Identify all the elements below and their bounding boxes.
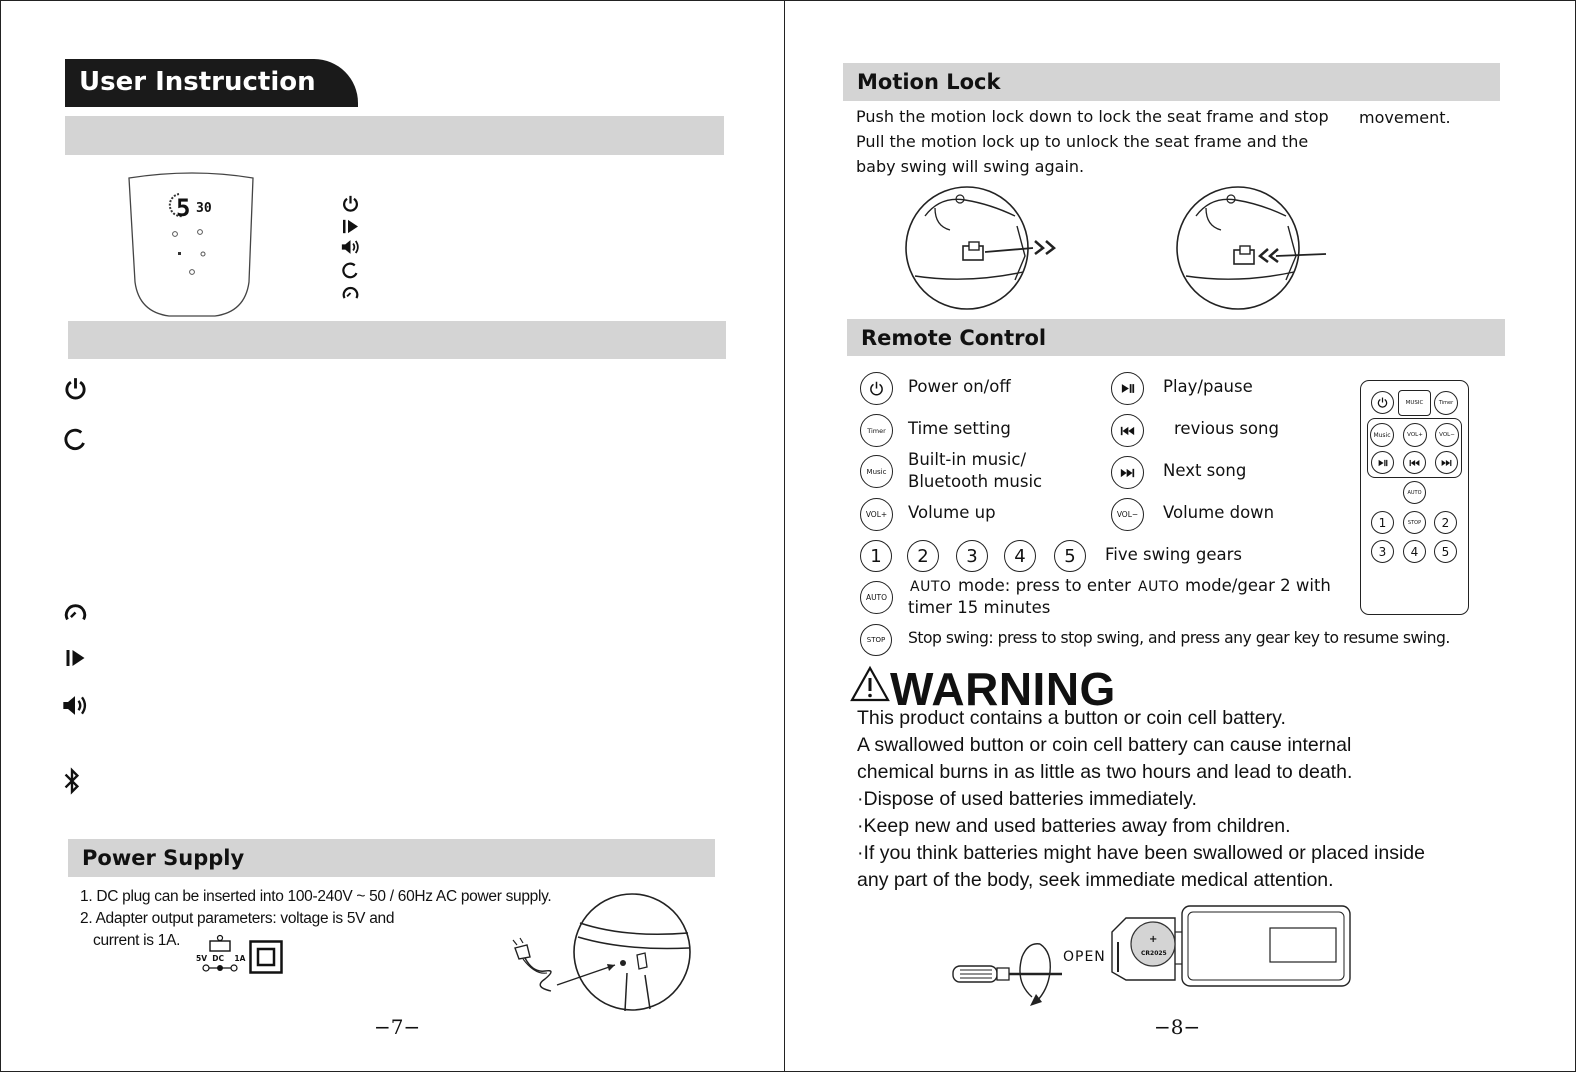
control-panel-illustration <box>125 172 260 322</box>
remote-stop-button-legend: STOP <box>860 624 892 656</box>
auto-swing-icon <box>342 262 359 279</box>
remote-vol-up-button[interactable]: VOL+ <box>1403 423 1427 447</box>
battery-model-label: CR2025 <box>1141 950 1167 957</box>
power-icon <box>64 377 87 400</box>
play-pause-label: Play/pause <box>1163 377 1253 396</box>
previous-icon <box>1120 426 1135 436</box>
remote-control-heading: Remote Control <box>847 319 1505 356</box>
volume-icon <box>62 695 88 716</box>
bluetooth-icon <box>62 767 82 795</box>
motion-lock-line-3: baby swing will swing again. <box>856 157 1085 176</box>
gear-1-button-legend: 1 <box>860 540 892 572</box>
volume-icon <box>341 239 360 255</box>
panel-timer-digits: 30 <box>196 201 212 216</box>
adapter-connection-illustration <box>505 893 695 1015</box>
remote-auto-button-legend: AUTO <box>860 581 893 614</box>
remote-timer-button[interactable]: Timer <box>1434 391 1458 415</box>
warning-line-2: A swallowed button or coin cell battery can cause internal <box>857 734 1352 756</box>
next-song-label: Next song <box>1163 461 1247 480</box>
gear-2-button-legend: 2 <box>907 540 939 572</box>
dc-rating-label: 5V DC 1A <box>196 954 246 963</box>
power-supply-line-2: 2. Adapter output parameters: voltage is 5V and <box>80 910 395 927</box>
remote-gear-5-button[interactable]: 5 <box>1434 540 1457 563</box>
warning-title: WARNING <box>890 663 1116 715</box>
remote-gear-4-button[interactable]: 4 <box>1403 540 1426 563</box>
next-icon <box>1120 468 1135 478</box>
remote-next-button-legend <box>1111 456 1144 489</box>
warning-line-6: ·If you think batteries might have been swallowed or placed inside <box>857 842 1425 864</box>
remote-vol-down-button[interactable]: VOL− <box>1435 423 1459 447</box>
page-number-left: −7− <box>374 1015 421 1039</box>
remote-gear-3-button[interactable]: 3 <box>1371 540 1394 563</box>
battery-plus-sign: + <box>1149 934 1158 945</box>
built-in-music-label: Built-in music/ <box>908 450 1026 469</box>
auto-word-2: AUTO <box>1138 579 1180 595</box>
power-on-off-label: Power on/off <box>908 377 1011 396</box>
open-label: OPEN <box>1063 949 1106 965</box>
warning-line-4: ·Dispose of used batteries immediately. <box>857 788 1197 810</box>
previous-song-label: revious song <box>1174 419 1279 438</box>
motion-lock-lock-illustration <box>905 186 1070 312</box>
warning-line-3: chemical burns in as little as two hours and lead to death. <box>857 761 1353 783</box>
warning-triangle-icon <box>850 666 890 702</box>
volume-down-label: Volume down <box>1163 503 1275 522</box>
remote-auto-button[interactable]: AUTO <box>1403 481 1426 504</box>
time-setting-label: Time setting <box>908 419 1011 438</box>
gear-5-button-legend: 5 <box>1054 540 1086 572</box>
remote-gear-1-button[interactable]: 1 <box>1371 511 1394 534</box>
auto-mode-text: mode: press to enter <box>958 576 1131 595</box>
motion-lock-line-1-end: movement. <box>1359 108 1451 127</box>
play-pause-icon <box>1378 459 1388 467</box>
remote-prev-button-legend <box>1111 414 1144 447</box>
remote-next-button[interactable] <box>1435 451 1458 474</box>
remote-music-button[interactable]: Music <box>1370 423 1394 447</box>
motion-lock-line-2: Pull the motion lock up to unlock the seat frame and the <box>856 132 1309 151</box>
next-icon <box>1441 459 1452 467</box>
remote-vol-up-button-legend: VOL+ <box>860 498 893 531</box>
play-icon <box>342 219 359 234</box>
motion-lock-heading: Motion Lock <box>843 63 1500 101</box>
power-icon <box>1377 397 1388 408</box>
remote-vol-down-button-legend: VOL− <box>1111 498 1144 531</box>
gear-4-button-legend: 4 <box>1004 540 1036 572</box>
warning-line-5: ·Keep new and used batteries away from children. <box>857 815 1291 837</box>
auto-mode-text-end: mode/gear 2 with <box>1185 576 1331 595</box>
remote-play-button[interactable] <box>1371 451 1394 474</box>
warning-line-7: any part of the body, seek immediate medical attention. <box>857 869 1334 891</box>
remote-timer-button-legend: Timer <box>860 414 893 447</box>
motion-lock-unlock-illustration <box>1176 186 1331 312</box>
remote-prev-button[interactable] <box>1403 451 1426 474</box>
remote-stop-button[interactable]: STOP <box>1403 511 1426 534</box>
remote-power-button[interactable] <box>1371 391 1394 414</box>
remote-gear-2-button[interactable]: 2 <box>1434 511 1457 534</box>
auto-word: AUTO <box>910 579 952 595</box>
play-pause-icon <box>1121 383 1135 394</box>
section-bar-functions <box>68 321 726 359</box>
panel-gear-digit: 5 <box>176 194 191 222</box>
stop-swing-text: Stop swing: press to stop swing, and press any gear key to resume swing. <box>908 629 1450 647</box>
volume-up-label: Volume up <box>908 503 996 522</box>
power-icon <box>342 195 359 212</box>
page-title: User Instruction <box>65 59 358 107</box>
double-insulation-symbol <box>249 940 283 974</box>
power-supply-line-3: current is 1A. <box>93 932 181 949</box>
power-icon <box>869 381 884 396</box>
section-bar-panel <box>65 116 724 155</box>
motion-lock-line-1: Push the motion lock down to lock the seat frame and stop <box>856 107 1329 126</box>
auto-swing-icon <box>64 428 87 451</box>
power-supply-heading: Power Supply <box>68 839 715 877</box>
warning-line-1: This product contains a button or coin cell battery. <box>857 707 1286 729</box>
power-supply-line-1: 1. DC plug can be inserted into 100-240V ~ 50 / 60Hz AC power supply. <box>80 888 552 905</box>
remote-music-button-legend: Music <box>860 455 893 488</box>
timer-icon <box>342 285 359 301</box>
auto-timer-text: timer 15 minutes <box>908 598 1051 617</box>
five-swing-gears-label: Five swing gears <box>1105 545 1243 564</box>
page-number-right: −8− <box>1154 1015 1201 1039</box>
bluetooth-music-label: Bluetooth music <box>908 472 1043 491</box>
remote-play-button-legend <box>1111 372 1144 405</box>
gear-3-button-legend: 3 <box>956 540 988 572</box>
play-icon <box>64 649 87 667</box>
timer-icon <box>64 602 87 623</box>
remote-power-button-legend <box>860 372 893 405</box>
remote-music-area: MUSIC <box>1398 390 1431 416</box>
previous-icon <box>1409 459 1420 467</box>
